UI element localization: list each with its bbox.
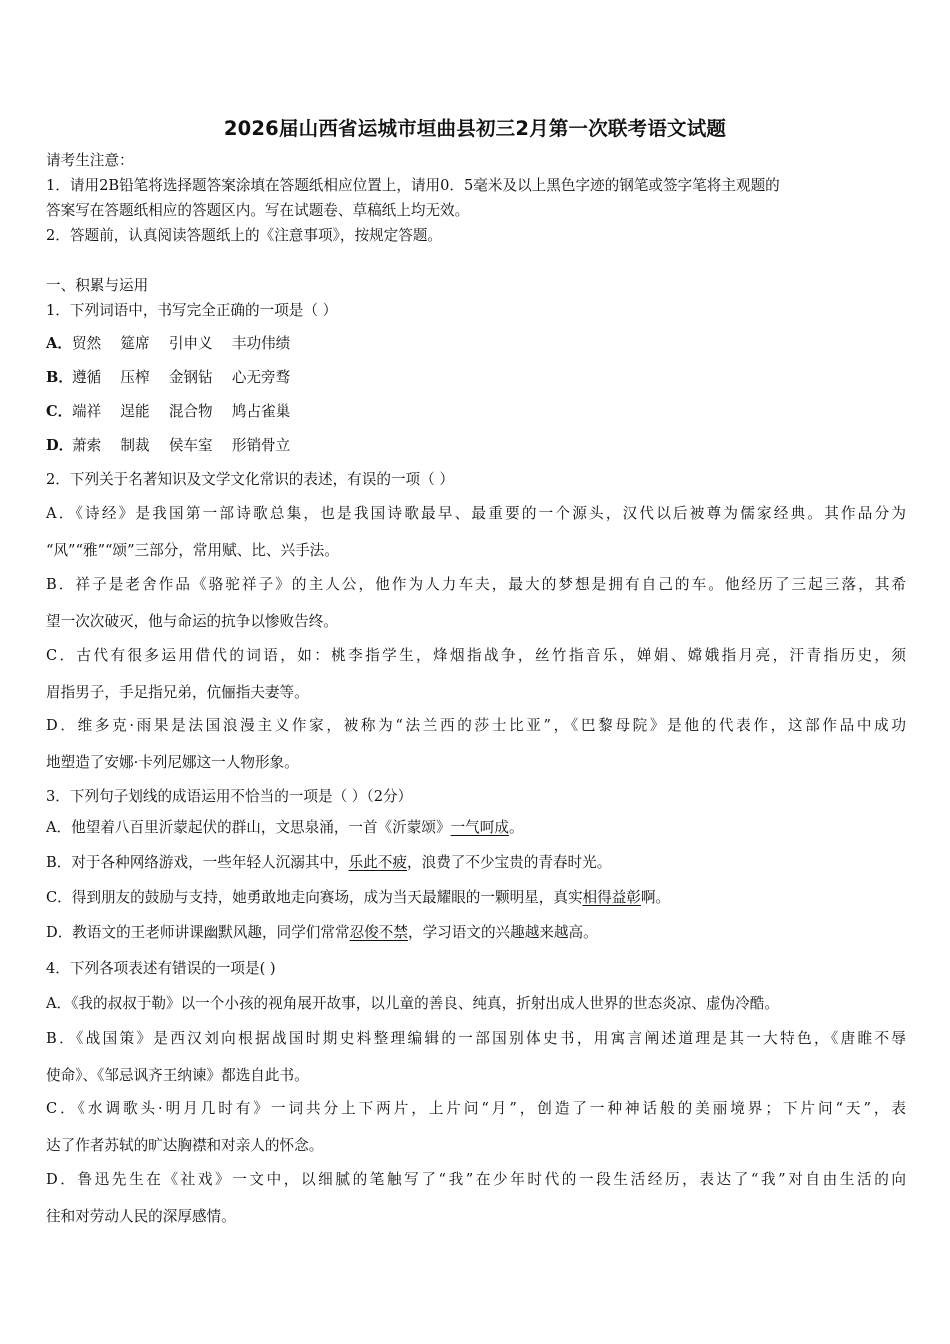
q3-option-d-end: ，学习语文的兴趣越来越高。 [407, 924, 598, 941]
q4-stem: 4．下列各项表述有错误的一项是( ) [46, 960, 276, 977]
q3-option-c-idiom: 相得益彰 [582, 889, 641, 906]
q1-option-c-text: 端祥 逞能 混合物 鸠占雀巢 [72, 403, 291, 420]
q1-option-d [46, 436, 290, 456]
q2-option-b: B．祥子是老舍作品《骆驼祥子》的主人公，他作为人力车夫，最大的梦想是拥有自己的车。他经历了三起三落，其希 [46, 576, 906, 593]
q4-option-b-cont: 使命》、《邹忌讽齐王纳谏》都选自此书。 [46, 1067, 309, 1084]
q2-option-a-cont: “风”“雅”“颂”三部分，常用赋、比、兴手法。 [46, 542, 339, 559]
q3-option-b [46, 853, 611, 873]
q3-option-a-text: A．他望着八百里沂蒙起伏的群山，文思泉涌，一首《沂蒙颂》 [46, 819, 451, 836]
q1-option-d-label: D． [46, 437, 74, 454]
q3-option-a-end: 。 [508, 819, 524, 836]
notice-item-1: 1．请用2B铅笔将选择题答案涂填在答题纸相应位置上，请用0．5毫米及以上黑色字迹的钢笔或签字笔将主观题的 [46, 177, 780, 194]
q1-option-d-text: 萧索 制裁 侯车室 形销骨立 [72, 437, 291, 454]
q2-option-a: A．《诗经》是我国第一部诗歌总集，也是我国诗歌最早、最重要的一个源头，汉代以后被尊为儒家经典。其作品分为 [46, 505, 906, 522]
q1-stem: 1．下列词语中，书写完全正确的一项是（ ） [46, 302, 338, 319]
q3-option-c-end: 啊。 [640, 889, 671, 906]
q3-option-b-idiom: 乐此不疲 [348, 854, 407, 871]
q1-option-a-text: 贸然 筵席 引申义 丰功伟绩 [72, 335, 291, 352]
q1-option-b-label: B． [46, 369, 73, 386]
q4-option-c-cont: 达了作者苏轼的旷达胸襟和对亲人的怀念。 [46, 1137, 324, 1154]
q3-option-b-text: B．对于各种网络游戏，一些年轻人沉溺其中， [46, 854, 349, 871]
q2-stem: 2．下列关于名著知识及文学文化常识的表述，有误的一项（ ） [46, 471, 454, 488]
q1-option-a-label: A． [46, 335, 72, 352]
exam-title: 2026届山西省运城市垣曲县初三2月第一次联考语文试题 [223, 117, 727, 140]
q3-option-d-text: D．教语文的王老师讲课幽默风趣，同学们常常 [46, 924, 350, 941]
q3-option-c [46, 888, 670, 908]
q4-option-b: B．《战国策》是西汉刘向根据战国时期史料整理编辑的一部国别体史书，用寓言阐述道理是其一大特色，《唐睢不辱 [46, 1030, 906, 1047]
q2-option-b-cont: 望一次次破灭，他与命运的抗争以惨败告终。 [46, 613, 338, 630]
notice-heading: 请考生注意： [46, 152, 134, 169]
q3-option-a [46, 818, 524, 838]
q1-option-b-text: 遵循 压榨 金钢钻 心无旁骛 [72, 369, 291, 386]
q2-option-d: D．维多克·雨果是法国浪漫主义作家，被称为“法兰西的莎士比亚”，《巴黎母院》是他的代表作，这部作品中成功 [46, 717, 906, 734]
q4-option-a: A．《我的叔叔于勒》以一个小孩的视角展开故事，以儿童的善良、纯真，折射出成人世界的世态炎凉、虚伪冷酷。 [46, 995, 779, 1012]
q4-option-d-cont: 往和对劳动人民的深厚感情。 [46, 1208, 236, 1225]
q3-option-c-text: C．得到朋友的鼓励与支持，她勇敢地走向赛场，成为当天最耀眼的一颗明星，真实 [46, 889, 583, 906]
notice-item-1-cont: 答案写在答题纸相应的答题区内。写在试题卷、草稿纸上均无效。 [46, 202, 470, 219]
q1-option-c-label: C． [46, 403, 73, 420]
section-heading: 一、积累与运用 [46, 277, 149, 294]
q3-option-b-end: ，浪费了不少宝贵的青春时光。 [407, 854, 612, 871]
q4-option-c: C．《水调歌头·明月几时有》一词共分上下两片，上片问“月”，创造了一种神话般的美丽境界；下片问“天”，表 [46, 1100, 906, 1117]
q3-option-a-idiom: 一气呵成 [450, 819, 509, 836]
q3-option-d-idiom: 忍俊不禁 [349, 924, 408, 941]
q1-option-a [46, 334, 290, 354]
notice-item-2: 2．答题前，认真阅读答题纸上的《注意事项》，按规定答题。 [46, 227, 443, 244]
q3-stem: 3．下列句子划线的成语运用不恰当的一项是（ ）（2分） [46, 788, 413, 805]
q2-option-d-cont: 地塑造了安娜·卡列尼娜这一人物形象。 [46, 754, 299, 771]
q4-option-d: D．鲁迅先生在《社戏》一文中，以细腻的笔触写了“我”在少年时代的一段生活经历，表达了“我”对自由生活的向 [46, 1171, 906, 1188]
q1-option-c [46, 402, 290, 422]
q3-option-d [46, 923, 598, 943]
q2-option-c: C．古代有很多运用借代的词语，如：桃李指学生，烽烟指战争，丝竹指音乐，婵娟、嫦娥指月亮，汗青指历史，须 [46, 647, 906, 664]
q1-option-b [46, 368, 290, 388]
q2-option-c-cont: 眉指男子，手足指兄弟，伉俪指夫妻等。 [46, 684, 309, 701]
